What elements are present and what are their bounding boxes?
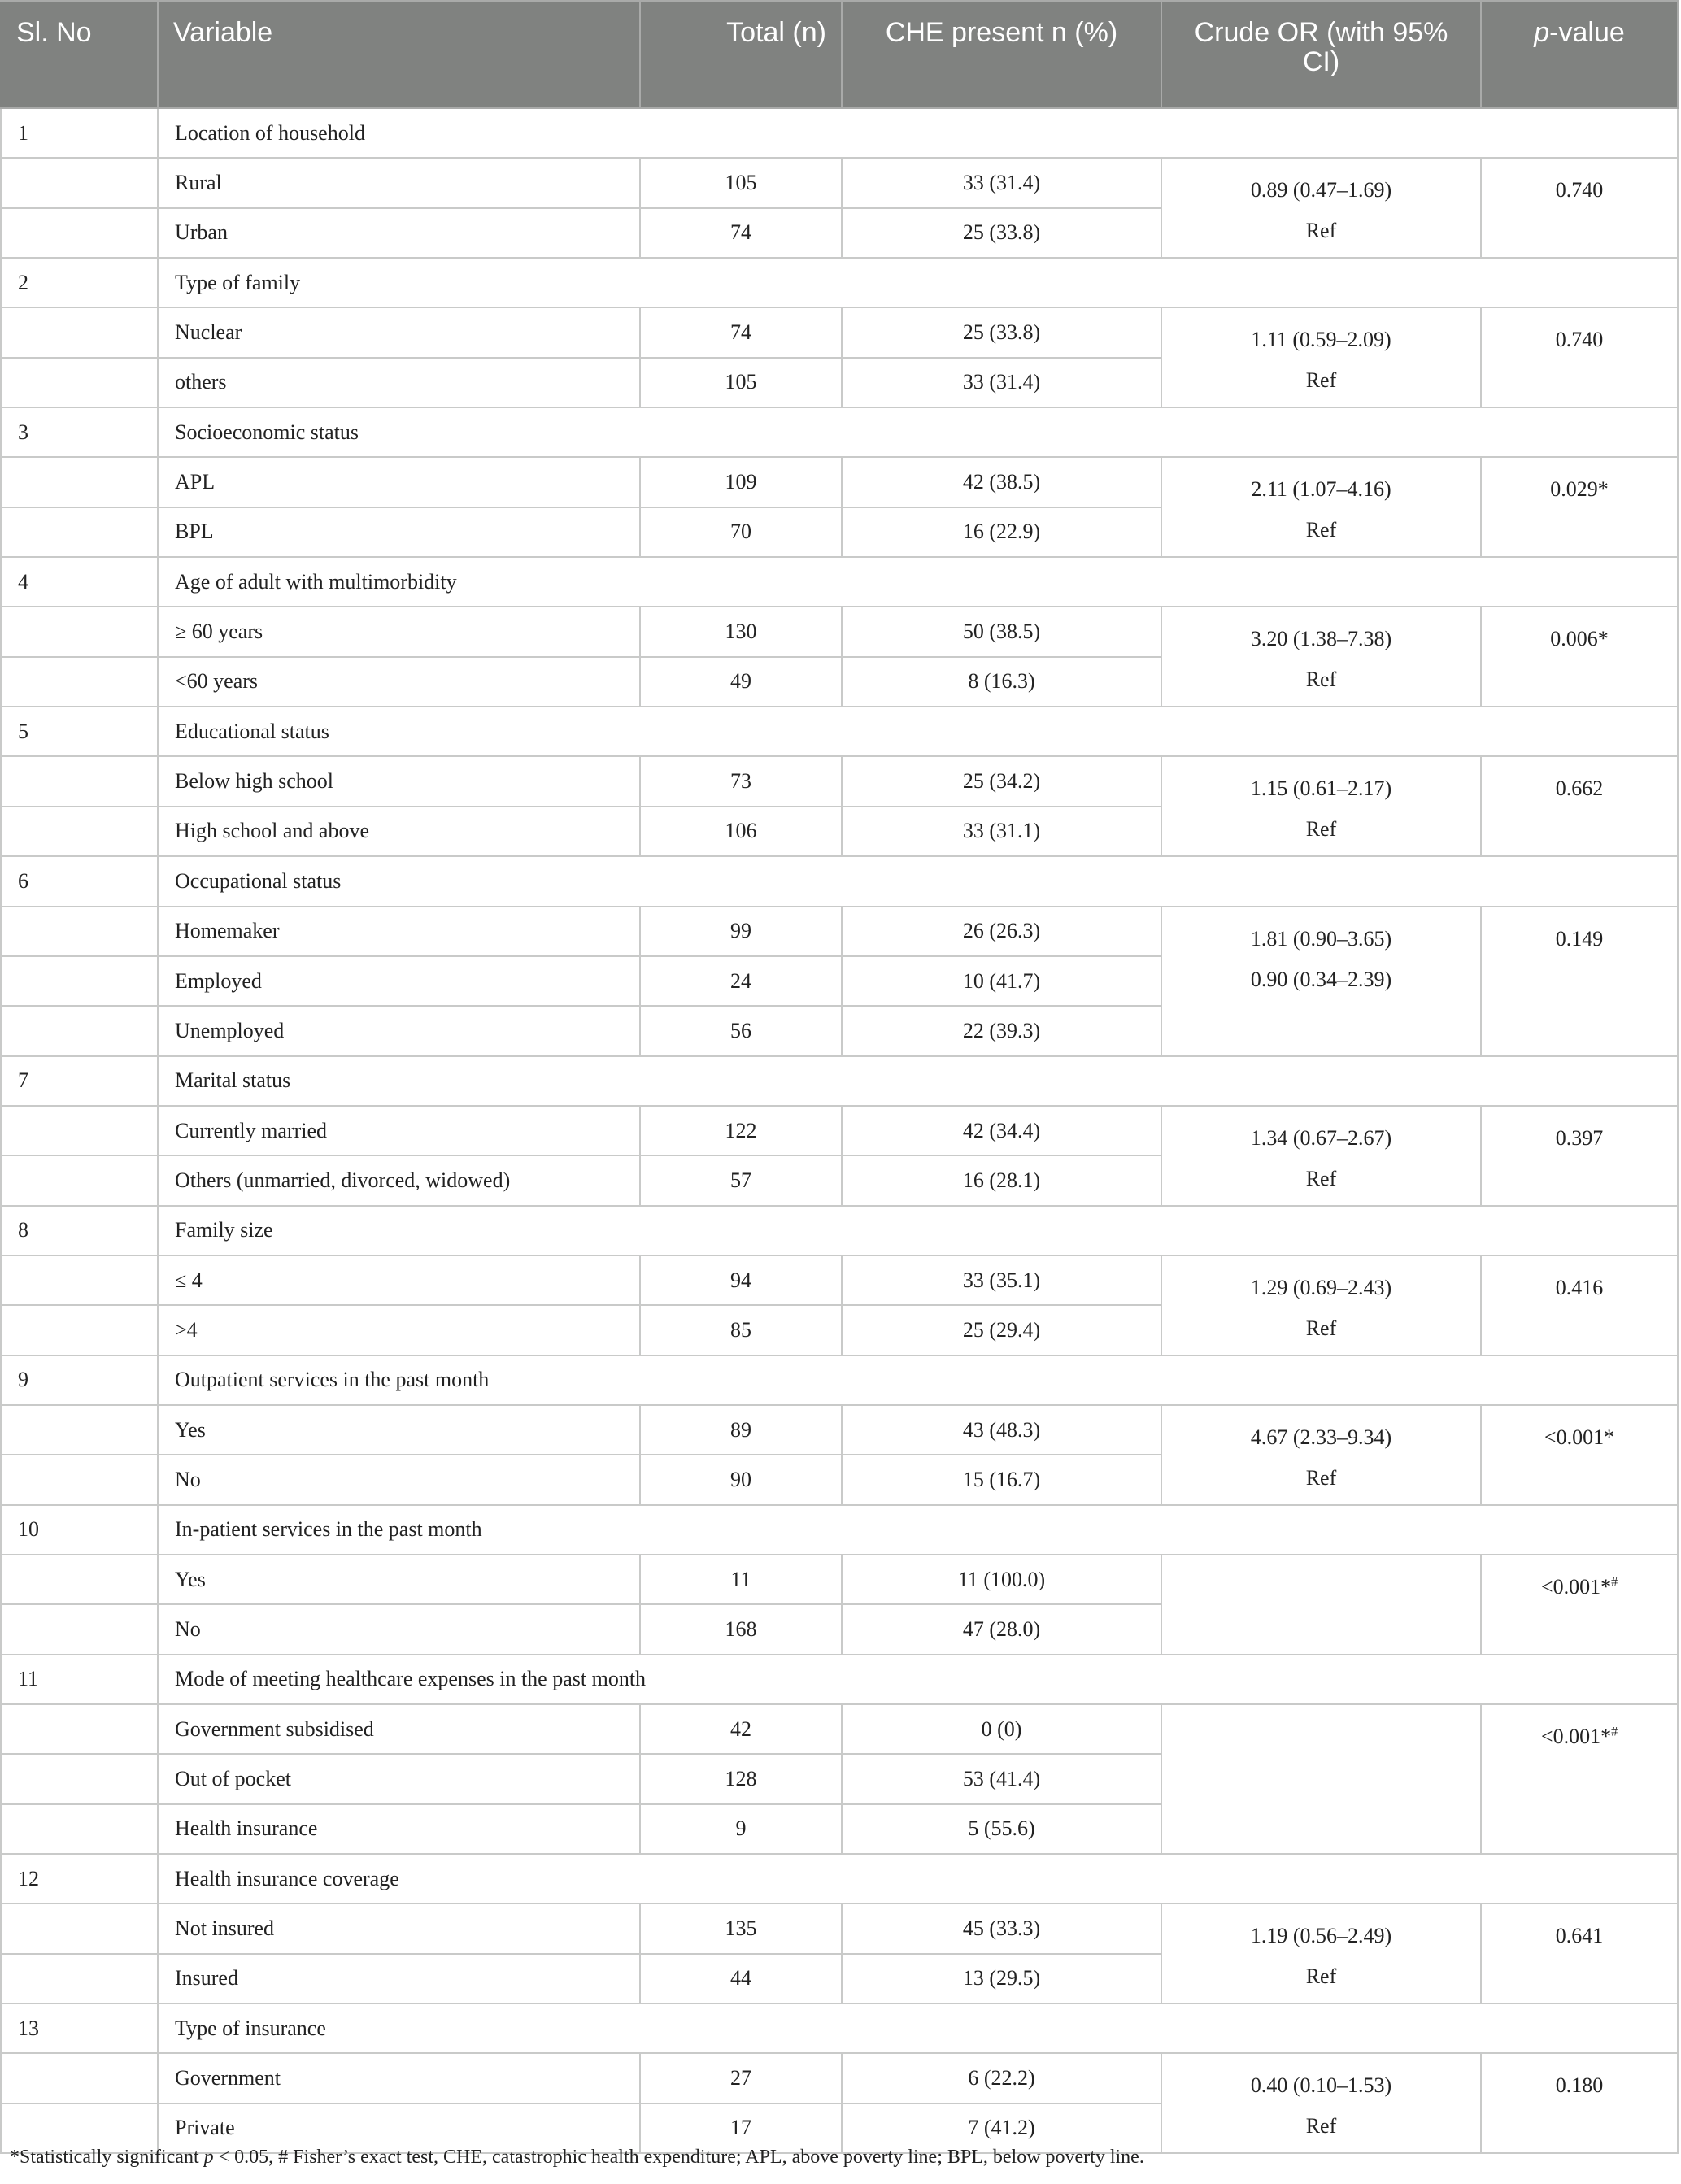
category-label-cell: Out of pocket: [158, 1754, 640, 1803]
group-header-row: [1, 108, 1678, 158]
category-label-cell: Yes: [158, 1555, 640, 1604]
empty-sl-cell: [1, 807, 158, 856]
footnote-part1: *Statistically significant: [10, 2147, 204, 2168]
crude-or-value: Ref: [1305, 668, 1337, 692]
crude-or-value: Ref: [1305, 1166, 1337, 1190]
empty-sl-cell: [1, 1155, 158, 1205]
table-row: [1, 607, 1678, 656]
p-value-text: <0.001*: [1540, 1725, 1612, 1748]
p-value-cell: [1481, 1255, 1678, 1355]
group-header-row: [1, 557, 1678, 607]
total-cell: 128: [640, 1754, 842, 1803]
table-row: [1, 756, 1678, 806]
empty-sl-cell: [1, 158, 158, 207]
category-label-cell: Unemployed: [158, 1006, 640, 1055]
category-label-cell: >4: [158, 1305, 640, 1355]
header-che-present: CHE present n (%): [842, 1, 1161, 108]
crude-or-value: 1.81 (0.90–3.65): [1250, 926, 1392, 951]
crude-or-cell: [1161, 756, 1481, 856]
che-cell: 6 (22.2): [842, 2053, 1161, 2103]
category-label-cell: Health insurance: [158, 1804, 640, 1854]
che-cell: 42 (38.5): [842, 457, 1161, 507]
che-cell: 22 (39.3): [842, 1006, 1161, 1055]
crude-or-cell: [1161, 307, 1481, 407]
category-label-cell: No: [158, 1455, 640, 1504]
total-cell: 27: [640, 2053, 842, 2103]
variable-title-cell: Mode of meeting healthcare expenses in the past month: [158, 1655, 1678, 1704]
variable-title-cell: Type of insurance: [158, 2003, 1678, 2053]
category-label-cell: Nuclear: [158, 307, 640, 357]
empty-sl-cell: [1, 1106, 158, 1155]
che-cell: 43 (48.3): [842, 1405, 1161, 1455]
p-value-text: 0.641: [1555, 1924, 1604, 1948]
crude-or-value: 0.90 (0.34–2.39): [1250, 967, 1392, 991]
empty-sl-cell: [1, 1954, 158, 2003]
p-value-cell: [1481, 2053, 1678, 2153]
header-p-value: [1481, 1, 1678, 108]
variable-title-cell: Type of family: [158, 258, 1678, 307]
category-label-cell: No: [158, 1604, 640, 1654]
crude-or-cell: [1161, 158, 1481, 258]
p-value-cell: [1481, 1555, 1678, 1655]
header-row: [1, 1, 1678, 108]
crude-or-value: 2.11 (1.07–4.16): [1251, 477, 1391, 502]
crude-or-cell: [1161, 1255, 1481, 1355]
p-value-text: 0.029*: [1550, 477, 1609, 502]
table-row: [1, 2053, 1678, 2103]
che-cell: 33 (31.1): [842, 807, 1161, 856]
group-header-row: [1, 1056, 1678, 1106]
p-value-cell: [1481, 907, 1678, 1056]
variable-title-cell: Health insurance coverage: [158, 1854, 1678, 1903]
header-p-italic: p: [1534, 17, 1550, 48]
category-label-cell: High school and above: [158, 807, 640, 856]
category-label-cell: BPL: [158, 507, 640, 557]
empty-sl-cell: [1, 1405, 158, 1455]
category-label-cell: Not insured: [158, 1903, 640, 1953]
p-value-cell: [1481, 1106, 1678, 1206]
category-label-cell: APL: [158, 457, 640, 507]
category-label-cell: Urban: [158, 208, 640, 258]
crude-or-value: 4.67 (2.33–9.34): [1250, 1425, 1392, 1449]
p-value-text: 0.397: [1555, 1125, 1604, 1150]
p-value-text: <0.001*: [1540, 1574, 1612, 1599]
che-cell: 5 (55.6): [842, 1804, 1161, 1854]
category-label-cell: <60 years: [158, 657, 640, 707]
p-value-cell: [1481, 756, 1678, 856]
p-value-text: 0.006*: [1550, 627, 1609, 651]
header-crude-or: Crude OR (with 95% CI): [1161, 1, 1481, 108]
total-cell: 85: [640, 1305, 842, 1355]
p-value-cell: [1481, 457, 1678, 557]
che-cell: 50 (38.5): [842, 607, 1161, 656]
empty-sl-cell: [1, 607, 158, 656]
che-cell: 25 (34.2): [842, 756, 1161, 806]
category-label-cell: Homemaker: [158, 907, 640, 956]
che-cell: 8 (16.3): [842, 657, 1161, 707]
crude-or-cell: [1161, 1405, 1481, 1505]
crude-or-cell: [1161, 1704, 1481, 1854]
table-row: [1, 1405, 1678, 1455]
crude-or-value: Ref: [1305, 518, 1337, 542]
footnote-p: p: [203, 2147, 214, 2168]
category-label-cell: Government subsidised: [158, 1704, 640, 1754]
category-label-cell: Below high school: [158, 756, 640, 806]
group-header-row: [1, 1206, 1678, 1255]
che-cell: 0 (0): [842, 1704, 1161, 1754]
total-cell: 90: [640, 1455, 842, 1504]
category-label-cell: Currently married: [158, 1106, 640, 1155]
table-row: [1, 457, 1678, 507]
footnote-part2: < 0.05, # Fisher’s exact test, CHE, catastrophic health expenditure; APL, above poverty line; BPL, below poverty line.: [213, 2147, 1144, 2168]
empty-sl-cell: [1, 1704, 158, 1754]
crude-or-value: 0.89 (0.47–1.69): [1250, 178, 1392, 202]
sl-no-cell: 13: [1, 2003, 158, 2053]
p-value-cell: [1481, 607, 1678, 707]
empty-sl-cell: [1, 756, 158, 806]
empty-sl-cell: [1, 507, 158, 557]
category-label-cell: Private: [158, 2104, 640, 2153]
category-label-cell: Government: [158, 2053, 640, 2103]
variable-title-cell: In-patient services in the past month: [158, 1505, 1678, 1555]
crude-or-value: 1.29 (0.69–2.43): [1250, 1275, 1392, 1299]
crude-or-value: Ref: [1305, 1316, 1337, 1340]
total-cell: 44: [640, 1954, 842, 2003]
category-label-cell: ≥ 60 years: [158, 607, 640, 656]
category-label-cell: Employed: [158, 956, 640, 1006]
header-total: Total (n): [640, 1, 842, 108]
crude-or-value: Ref: [1305, 368, 1337, 393]
crude-or-cell: [1161, 457, 1481, 557]
sl-no-cell: 6: [1, 856, 158, 906]
empty-sl-cell: [1, 208, 158, 258]
p-value-text: 0.740: [1555, 328, 1604, 352]
che-cell: 15 (16.7): [842, 1455, 1161, 1504]
table-row: [1, 307, 1678, 357]
category-label-cell: ≤ 4: [158, 1255, 640, 1305]
category-label-cell: others: [158, 358, 640, 407]
che-cell: 53 (41.4): [842, 1754, 1161, 1803]
che-cell: 33 (31.4): [842, 158, 1161, 207]
group-header-row: [1, 856, 1678, 906]
total-cell: 130: [640, 607, 842, 656]
p-value-superscript: #: [1611, 1725, 1618, 1739]
total-cell: 74: [640, 208, 842, 258]
variable-title-cell: Marital status: [158, 1056, 1678, 1106]
p-value-cell: [1481, 307, 1678, 407]
variable-title-cell: Family size: [158, 1206, 1678, 1255]
empty-sl-cell: [1, 1305, 158, 1355]
sl-no-cell: 2: [1, 258, 158, 307]
che-cell: 42 (34.4): [842, 1106, 1161, 1155]
total-cell: 168: [640, 1604, 842, 1654]
che-cell: 7 (41.2): [842, 2104, 1161, 2153]
p-value-cell: [1481, 1903, 1678, 2003]
total-cell: 17: [640, 2104, 842, 2153]
crude-or-value: Ref: [1305, 817, 1337, 842]
total-cell: 109: [640, 457, 842, 507]
empty-sl-cell: [1, 1804, 158, 1854]
p-value-cell: [1481, 1405, 1678, 1505]
empty-sl-cell: [1, 1754, 158, 1803]
group-header-row: [1, 1355, 1678, 1405]
sl-no-cell: 7: [1, 1056, 158, 1106]
table-footnote: [10, 2147, 1144, 2169]
empty-sl-cell: [1, 1555, 158, 1604]
crude-or-value: 1.11 (0.59–2.09): [1251, 328, 1391, 352]
total-cell: 105: [640, 358, 842, 407]
crude-or-value: 1.19 (0.56–2.49): [1250, 1924, 1392, 1948]
che-cell: 33 (31.4): [842, 358, 1161, 407]
group-header-row: [1, 407, 1678, 457]
sl-no-cell: 5: [1, 707, 158, 756]
che-cell: 47 (28.0): [842, 1604, 1161, 1654]
empty-sl-cell: [1, 307, 158, 357]
variable-title-cell: Socioeconomic status: [158, 407, 1678, 457]
p-value-cell: [1481, 158, 1678, 258]
category-label-cell: Rural: [158, 158, 640, 207]
che-cell: 25 (33.8): [842, 307, 1161, 357]
total-cell: 106: [640, 807, 842, 856]
empty-sl-cell: [1, 1604, 158, 1654]
che-cell: 16 (22.9): [842, 507, 1161, 557]
empty-sl-cell: [1, 907, 158, 956]
p-value-cell: [1481, 1704, 1678, 1854]
sl-no-cell: 8: [1, 1206, 158, 1255]
che-cell: 13 (29.5): [842, 1954, 1161, 2003]
crude-or-cell: [1161, 1555, 1481, 1655]
empty-sl-cell: [1, 1255, 158, 1305]
che-cell: 16 (28.1): [842, 1155, 1161, 1205]
total-cell: 57: [640, 1155, 842, 1205]
sl-no-cell: 4: [1, 557, 158, 607]
total-cell: 24: [640, 956, 842, 1006]
group-header-row: [1, 1505, 1678, 1555]
variable-title-cell: Educational status: [158, 707, 1678, 756]
group-header-row: [1, 2003, 1678, 2053]
crude-or-cell: [1161, 2053, 1481, 2153]
category-label-cell: Insured: [158, 1954, 640, 2003]
crude-or-value: 0.40 (0.10–1.53): [1250, 2073, 1392, 2098]
table-row: [1, 1903, 1678, 1953]
p-value-text: 0.662: [1555, 777, 1604, 801]
crude-or-value: Ref: [1305, 219, 1337, 243]
sl-no-cell: 10: [1, 1505, 158, 1555]
empty-sl-cell: [1, 657, 158, 707]
group-header-row: [1, 707, 1678, 756]
table-row: [1, 158, 1678, 207]
crude-or-value: Ref: [1305, 2114, 1337, 2138]
crude-or-value: Ref: [1305, 1964, 1337, 1989]
header-p-rest: -value: [1549, 17, 1625, 48]
p-value-text: 0.180: [1555, 2073, 1604, 2098]
crude-or-value: 1.34 (0.67–2.67): [1250, 1125, 1392, 1150]
category-label-cell: Others (unmarried, divorced, widowed): [158, 1155, 640, 1205]
empty-sl-cell: [1, 1006, 158, 1055]
table-row: [1, 907, 1678, 956]
header-variable: Variable: [158, 1, 640, 108]
empty-sl-cell: [1, 358, 158, 407]
crude-or-value: 1.15 (0.61–2.17): [1250, 777, 1392, 801]
sl-no-cell: 11: [1, 1655, 158, 1704]
p-value-text: 0.740: [1555, 178, 1604, 202]
sl-no-cell: 1: [1, 108, 158, 158]
empty-sl-cell: [1, 956, 158, 1006]
total-cell: 94: [640, 1255, 842, 1305]
variable-title-cell: Outpatient services in the past month: [158, 1355, 1678, 1405]
p-value-text: 0.416: [1555, 1275, 1604, 1299]
table-row: [1, 1255, 1678, 1305]
che-cell: 25 (29.4): [842, 1305, 1161, 1355]
group-header-row: [1, 1655, 1678, 1704]
total-cell: 56: [640, 1006, 842, 1055]
category-label-cell: Yes: [158, 1405, 640, 1455]
crude-or-cell: [1161, 907, 1481, 1056]
total-cell: 105: [640, 158, 842, 207]
crude-or-cell: [1161, 607, 1481, 707]
variable-title-cell: Location of household: [158, 108, 1678, 158]
p-value-superscript: #: [1611, 1575, 1618, 1590]
total-cell: 74: [640, 307, 842, 357]
empty-sl-cell: [1, 2104, 158, 2153]
sl-no-cell: 9: [1, 1355, 158, 1405]
empty-sl-cell: [1, 457, 158, 507]
total-cell: 49: [640, 657, 842, 707]
group-header-row: [1, 1854, 1678, 1903]
table-row: [1, 1704, 1678, 1754]
che-cell: 25 (33.8): [842, 208, 1161, 258]
che-cell: 26 (26.3): [842, 907, 1161, 956]
che-cell: 45 (33.3): [842, 1903, 1161, 1953]
table-row: [1, 1106, 1678, 1155]
che-cell: 11 (100.0): [842, 1555, 1161, 1604]
crude-or-cell: [1161, 1106, 1481, 1206]
table-body: [1, 108, 1678, 2153]
total-cell: 99: [640, 907, 842, 956]
sl-no-cell: 3: [1, 407, 158, 457]
total-cell: 11: [640, 1555, 842, 1604]
total-cell: 42: [640, 1704, 842, 1754]
total-cell: 70: [640, 507, 842, 557]
crude-or-cell: [1161, 1903, 1481, 2003]
group-header-row: [1, 258, 1678, 307]
empty-sl-cell: [1, 1455, 158, 1504]
total-cell: 135: [640, 1903, 842, 1953]
sl-no-cell: 12: [1, 1854, 158, 1903]
che-cell: 10 (41.7): [842, 956, 1161, 1006]
variable-title-cell: Occupational status: [158, 856, 1678, 906]
empty-sl-cell: [1, 1903, 158, 1953]
empty-sl-cell: [1, 2053, 158, 2103]
total-cell: 122: [640, 1106, 842, 1155]
variable-title-cell: Age of adult with multimorbidity: [158, 557, 1678, 607]
total-cell: 73: [640, 756, 842, 806]
crude-or-value: Ref: [1305, 1465, 1337, 1490]
total-cell: 89: [640, 1405, 842, 1455]
table-row: [1, 1555, 1678, 1604]
header-sl-no: Sl. No: [1, 1, 158, 108]
crude-or-value: 3.20 (1.38–7.38): [1250, 627, 1392, 651]
che-cell: 33 (35.1): [842, 1255, 1161, 1305]
p-value-text: 0.149: [1555, 926, 1604, 951]
total-cell: 9: [640, 1804, 842, 1854]
p-value-text: <0.001*: [1544, 1425, 1615, 1449]
